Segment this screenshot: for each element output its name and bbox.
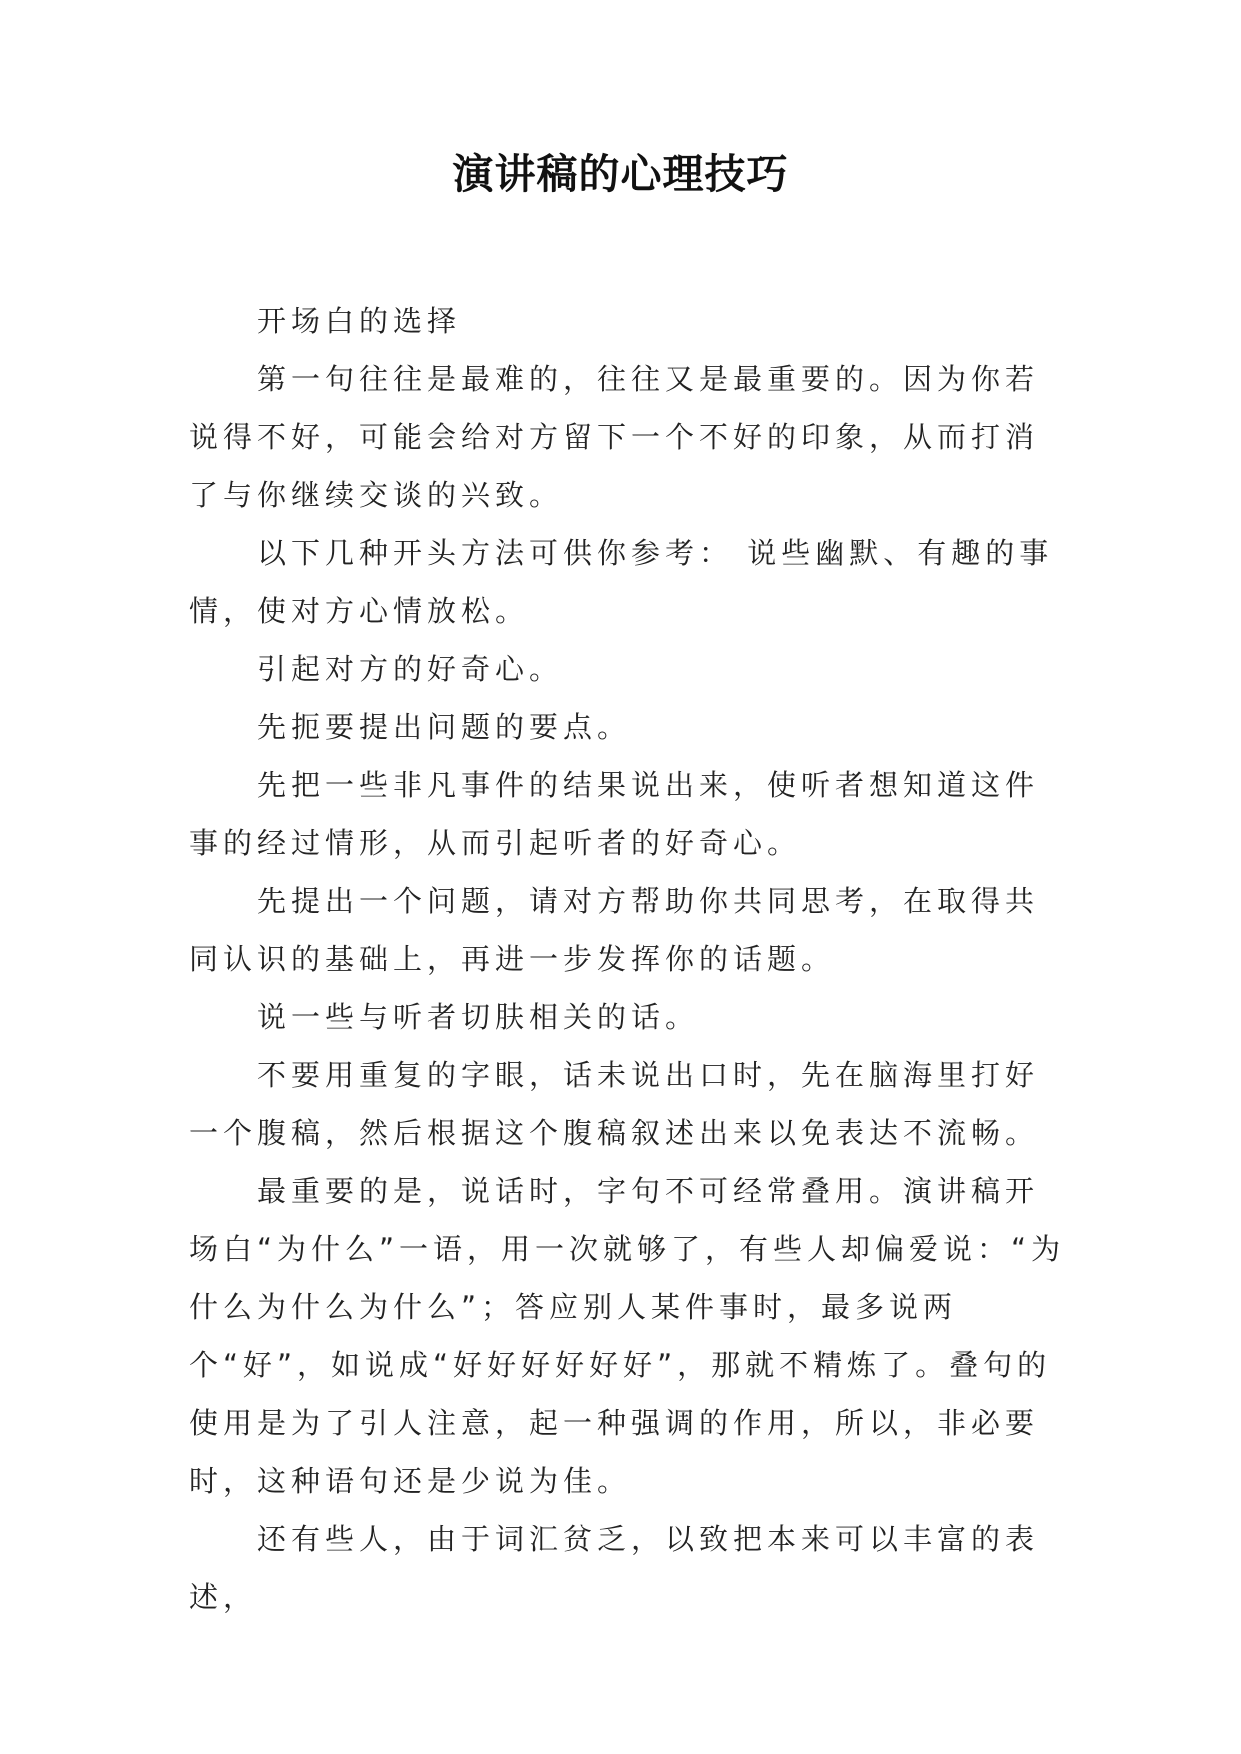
paragraph: 说一些与听者切肤相关的话。 — [257, 1000, 700, 1034]
paragraph: 以下几种开头方法可供你参考： 说些幽默、有趣的事情，使对方心情放松。 — [189, 536, 1054, 628]
paragraph: 先扼要提出问题的要点。 — [257, 710, 632, 744]
paragraph: 先提出一个问题，请对方帮助你共同思考，在取得共同认识的基础上，再进一步发挥你的话题。 — [189, 884, 1040, 976]
paragraph: 先把一些非凡事件的结果说出来，使听者想知道这件事的经过情形，从而引起听者的好奇心。 — [189, 768, 1040, 860]
paragraph-opening-heading: 开场白的选择 — [257, 304, 462, 338]
document-body — [189, 292, 1069, 1626]
paragraph: 第一句往往是最难的，往往又是最重要的。因为你若说得不好，可能会给对方留下一个不好的印象，从而打消了与你继续交谈的兴致。 — [189, 362, 1040, 512]
paragraph: 还有些人，由于词汇贫乏，以致把本来可以丰富的表述， — [189, 1522, 1040, 1614]
paragraph: 引起对方的好奇心。 — [257, 652, 564, 686]
document-title: 演讲稿的心理技巧 — [452, 150, 789, 198]
paragraph: 最重要的是，说话时，字句不可经常叠用。演讲稿开场白“为什么”一语，用一次就够了，有些人却偏爱说：“为什么为什么为什么”；答应别人某件事时，最多说两个“好”，如说成“好好好好好好”，那就不精炼了。叠句的使用是为了引人注意，起一种强调的作用，所以，非必要时，这种语句还是少说为佳。 — [189, 1174, 1066, 1498]
paragraph: 不要用重复的字眼，话未说出口时，先在脑海里打好一个腹稿，然后根据这个腹稿叙述出来以免表达不流畅。 — [189, 1058, 1040, 1150]
